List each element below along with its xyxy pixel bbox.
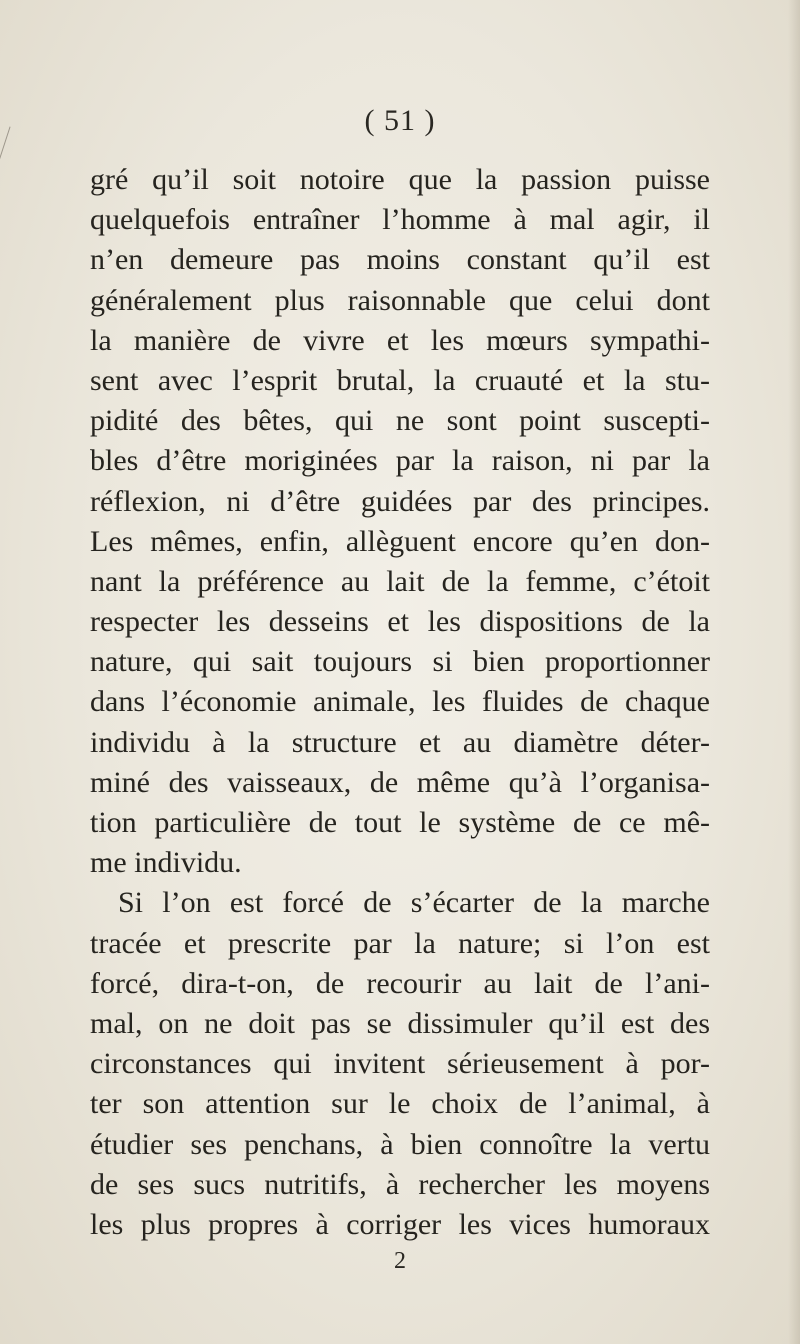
text-line: sent avec l’esprit brutal, la cruauté et la stu- xyxy=(90,363,710,397)
text-line: tracée et prescrite par la nature; si l’on est xyxy=(90,926,710,960)
text-line: respecter les desseins et les dispositions de la xyxy=(90,605,710,639)
text-line: individu à la structure et au diamètre déter- xyxy=(90,725,710,759)
text-line: tion particulière de tout le système de ce mê- xyxy=(90,806,710,839)
text-line: généralement plus raisonnable que celui dont xyxy=(90,283,710,317)
body-text xyxy=(90,160,710,1245)
text-line: les plus propres à corriger les vices humoraux xyxy=(90,1207,710,1241)
text-line: n’en demeure pas moins constant qu’il est xyxy=(90,243,710,277)
text-line: circonstances qui invitent sérieusement à por- xyxy=(90,1047,710,1081)
text-line: gré qu’il soit notoire que la passion puisse xyxy=(90,163,710,196)
text-line: forcé, dira-t-on, de recourir au lait de l’ani- xyxy=(90,966,710,1000)
text-line: étudier ses penchans, à bien connoître la vertu xyxy=(90,1127,710,1161)
text-line: la manière de vivre et les mœurs sympathi- xyxy=(90,323,710,357)
text-line: Si l’on est forcé de s’écarter de la marche xyxy=(118,886,710,920)
signature-mark: 2 xyxy=(394,1248,406,1274)
text-line: dans l’économie animale, les fluides de chaque xyxy=(90,685,710,719)
text-line: de ses sucs nutritifs, à rechercher les moyens xyxy=(90,1167,710,1201)
text-line: bles d’être moriginées par la raison, ni par la xyxy=(90,444,710,478)
text-line: Les mêmes, enfin, allèguent encore qu’en don- xyxy=(90,524,710,558)
page-number: ( 51 ) xyxy=(364,104,436,137)
text-line: ter son attention sur le choix de l’animal, à xyxy=(90,1087,710,1121)
text-line: quelquefois entraîner l’homme à mal agir, il xyxy=(90,203,710,237)
text-line: me individu. xyxy=(90,846,242,880)
text-line: réflexion, ni d’être guidées par des principes. xyxy=(90,484,710,518)
text-line: mal, on ne doit pas se dissimuler qu’il est des xyxy=(90,1006,710,1040)
text-line: nant la préférence au lait de la femme, c’étoit xyxy=(90,564,710,598)
text-line: miné des vaisseaux, de même qu’à l’organisa- xyxy=(90,765,710,799)
page-edge-shadow xyxy=(788,0,800,1344)
text-line: pidité des bêtes, qui ne sont point suscepti- xyxy=(90,404,710,438)
text-line: nature, qui sait toujours si bien proportionner xyxy=(90,645,710,679)
